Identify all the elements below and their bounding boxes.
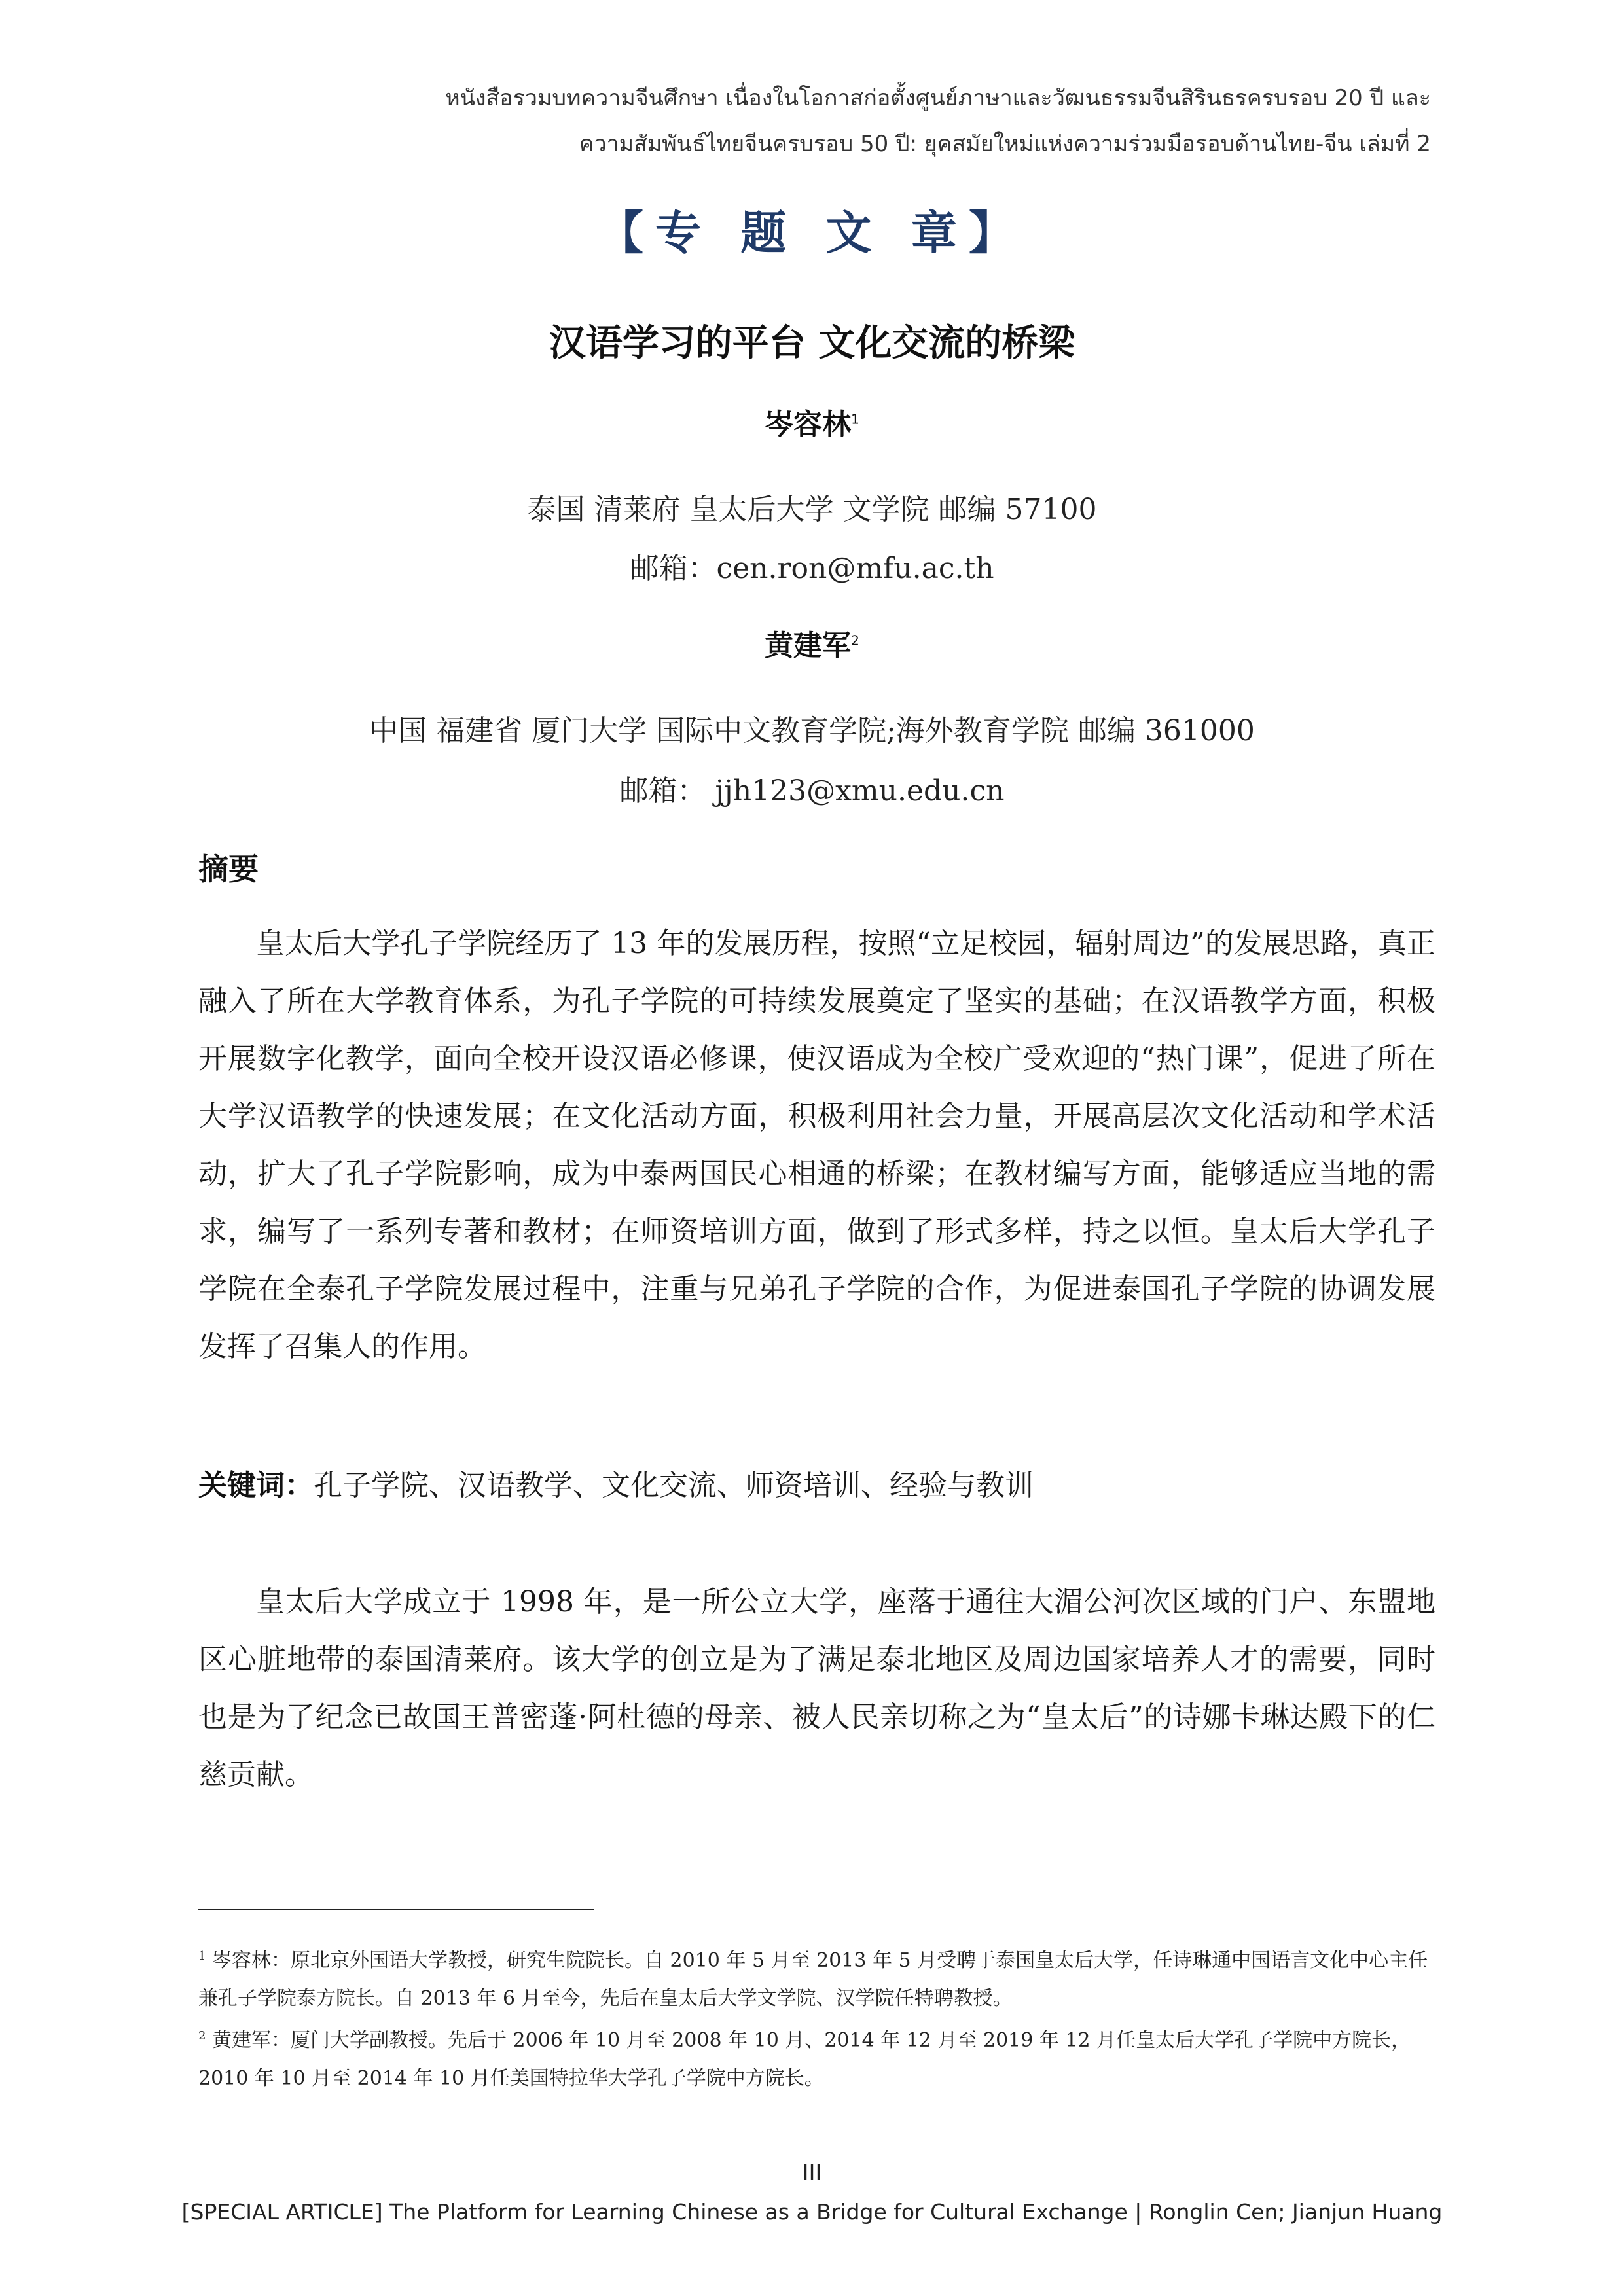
article-title: 汉语学习的平台 文化交流的桥梁 bbox=[549, 322, 1075, 365]
keywords-text: 孔子学院、汉语教学、文化交流、师资培训、经验与教训 bbox=[314, 1469, 1034, 1502]
author-2-email[interactable]: 邮箱： jjh123@xmu.edu.cn bbox=[619, 774, 1005, 808]
author-2 bbox=[0, 622, 1624, 664]
abstract-heading: 摘要 bbox=[198, 852, 259, 887]
author-2-affiliation: 中国 福建省 厦门大学 国际中文教育学院;海外教育学院 邮编 361000 bbox=[369, 714, 1255, 747]
footnote-1-text: 岑容林：原北京外国语大学教授，研究生院院长。自 2010 年 5 月至 2013 年 5 月受聘于泰国皇太后大学，任诗琳通中国语言文化中心主任兼孔子学院泰方院长。自 2013 年 6 月至今，先后在皇太后大学文学院、汉学院任特聘教授。 bbox=[198, 1949, 1428, 2010]
abstract-paragraph: 皇太后大学孔子学院经历了 13 年的发展历程，按照“立足校园，辐射周边”的发展思路，真正融入了所在大学教育体系，为孔子学院的可持续发展奠定了坚实的基础；在汉语教学方面，积极开展数字化教学，面向全校开设汉语必修课，使汉语成为全校广受欢迎的“热门课”，促进了所在大学汉语教学的快速发展；在文化活动方面，积极利用社会力量，开展高层次文化活动和学术活动，扩大了孔子学院影响，成为中泰两国民心相通的桥梁；在教材编写方面，能够适应当地的需求，编写了一系列专著和教材；在师资培训方面，做到了形式多样，持之以恒。皇太后大学孔子学院在全泰孔子学院发展过程中，注重与兄弟孔子学院的合作，为促进泰国孔子学院的协调发展发挥了召集人的作用。 bbox=[198, 927, 1435, 1363]
footnote-2 bbox=[198, 2017, 1435, 2098]
running-footer: [SPECIAL ARTICLE] The Platform for Learning Chinese as a Bridge for Cultural Exchange | Ronglin Cen; Jianjun Huang bbox=[181, 2199, 1443, 2225]
keywords-label: 关键词： bbox=[198, 1469, 314, 1502]
footnote-2-mark: 2 bbox=[198, 2029, 206, 2043]
section-tag: 【专 题 文 章】 bbox=[597, 206, 1027, 260]
author-1 bbox=[0, 401, 1624, 442]
author-1-footnote-mark[interactable]: 1 bbox=[851, 411, 859, 427]
author-1-name: 岑容林 bbox=[765, 408, 852, 441]
author-2-footnote-mark[interactable]: 2 bbox=[851, 632, 859, 649]
keywords bbox=[198, 1466, 1435, 1505]
running-header-line-1: หนังสือรวมบทความจีนศึกษา เนื่องในโอกาสก่อตั้งศูนย์ภาษาและวัฒนธรรมจีนสิรินธรครบรอบ 20 ปี และ bbox=[445, 85, 1431, 111]
footnote-1-mark: 1 bbox=[198, 1949, 206, 1963]
footnote-2-text: 黄建军：厦门大学副教授。先后于 2006 年 10 月至 2008 年 10 月、2014 年 12 月至 2019 年 12 月任皇太后大学孔子学院中方院长，2010 年 10 月至 2014 年 10 月任美国特拉华大学孔子学院中方院长。 bbox=[198, 2029, 1411, 2090]
running-header-line-2: ความสัมพันธ์ไทยจีนครบรอบ 50 ปี: ยุคสมัยใหม่แห่งความร่วมมือรอบด้านไทย-จีน เล่มที่ 2 bbox=[579, 131, 1431, 157]
author-2-name: 黄建军 bbox=[765, 629, 852, 662]
page-number: III bbox=[802, 2160, 822, 2186]
footnote-divider bbox=[198, 1909, 594, 1910]
author-1-affiliation: 泰国 清莱府 皇太后大学 文学院 邮编 57100 bbox=[527, 493, 1097, 526]
intro-paragraph: 皇太后大学成立于 1998 年，是一所公立大学，座落于通往大湄公河次区域的门户、东盟地区心脏地带的泰国清莱府。该大学的创立是为了满足泰北地区及周边国家培养人才的需要，同时也是为了纪念已故国王普密蓬·阿杜德的母亲、被人民亲切称之为“皇太后”的诗娜卡琳达殿下的仁慈贡献。 bbox=[198, 1585, 1435, 1791]
footnote-1 bbox=[198, 1937, 1435, 2018]
author-1-email[interactable]: 邮箱：cen.ron@mfu.ac.th bbox=[630, 552, 994, 585]
